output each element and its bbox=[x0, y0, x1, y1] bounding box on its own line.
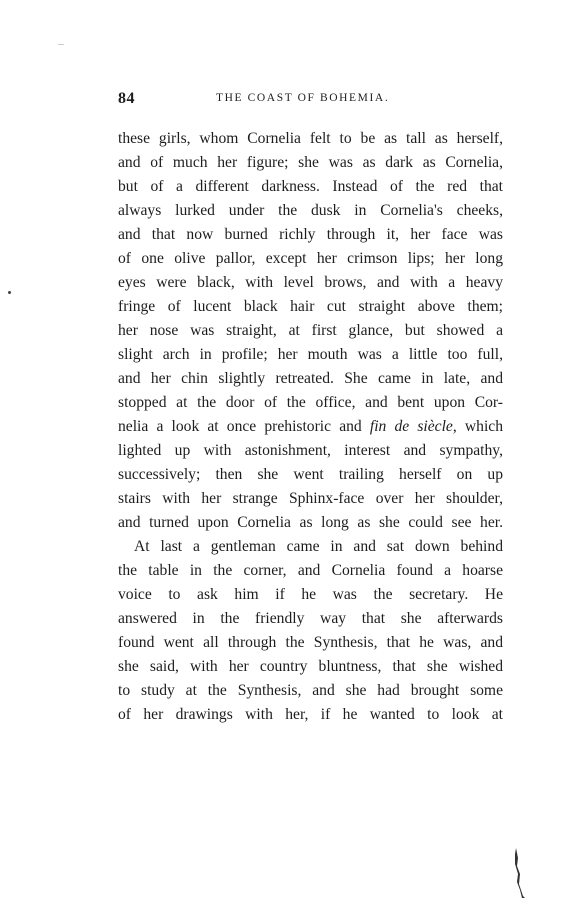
text-line: and that now burned richly through it, her face was bbox=[118, 226, 503, 243]
page-header bbox=[118, 90, 503, 110]
italic-phrase: fin de siècle bbox=[369, 418, 453, 435]
text-line: of one olive pallor, except her crimson lips; her long bbox=[118, 250, 503, 267]
page-edge-mark bbox=[514, 848, 526, 898]
text-line: lighted up with astonishment, interest and sympathy, bbox=[118, 442, 503, 459]
text-line: stairs with her strange Sphinx-face over her shoulder, bbox=[118, 490, 503, 507]
text-line: voice to ask him if he was the secretary. He bbox=[118, 586, 503, 603]
text-line: and her chin slightly retreated. She came in late, and bbox=[118, 370, 503, 387]
text-line: slight arch in profile; her mouth was a little too full, bbox=[118, 346, 503, 363]
running-title: THE COAST OF BOHEMIA. bbox=[216, 92, 390, 104]
text-line: eyes were black, with level brows, and with a heavy bbox=[118, 274, 503, 291]
text-line: stopped at the door of the office, and bent upon Cor- bbox=[118, 394, 503, 411]
text-line: and of much her figure; she was as dark as Cornelia, bbox=[118, 154, 503, 171]
body-text bbox=[118, 127, 503, 727]
text-line: answered in the friendly way that she afterwards bbox=[118, 610, 503, 627]
text-line: the table in the corner, and Cornelia found a hoarse bbox=[118, 562, 503, 579]
text-line-with-italic bbox=[118, 415, 503, 439]
text-line: to study at the Synthesis, and she had brought some bbox=[118, 682, 503, 699]
text-line: successively; then she went trailing herself on up bbox=[118, 466, 503, 483]
text-line: and turned upon Cornelia as long as she could see her. bbox=[118, 514, 503, 531]
text-segment: nelia a look at once prehistoric and bbox=[118, 418, 362, 435]
text-line: fringe of lucent black hair cut straight above them; bbox=[118, 298, 503, 315]
text-line: found went all through the Synthesis, that he was, and bbox=[118, 634, 503, 651]
text-line: her nose was straight, at first glance, but showed a bbox=[118, 322, 503, 339]
text-line: always lurked under the dusk in Cornelia's cheeks, bbox=[118, 202, 503, 219]
text-line: of her drawings with her, if he wanted to look at bbox=[118, 706, 503, 723]
text-line: she said, with her country bluntness, that she wished bbox=[118, 658, 503, 675]
text-line: these girls, whom Cornelia felt to be as tall as herself, bbox=[118, 130, 503, 147]
text-segment: , which bbox=[452, 418, 503, 435]
margin-dot bbox=[8, 291, 11, 294]
page-number: 84 bbox=[118, 90, 135, 107]
text-line: but of a different darkness. Instead of the red that bbox=[118, 178, 503, 195]
paragraph-start-line: At last a gentleman came in and sat down behind bbox=[134, 538, 503, 555]
margin-tick bbox=[58, 44, 64, 45]
